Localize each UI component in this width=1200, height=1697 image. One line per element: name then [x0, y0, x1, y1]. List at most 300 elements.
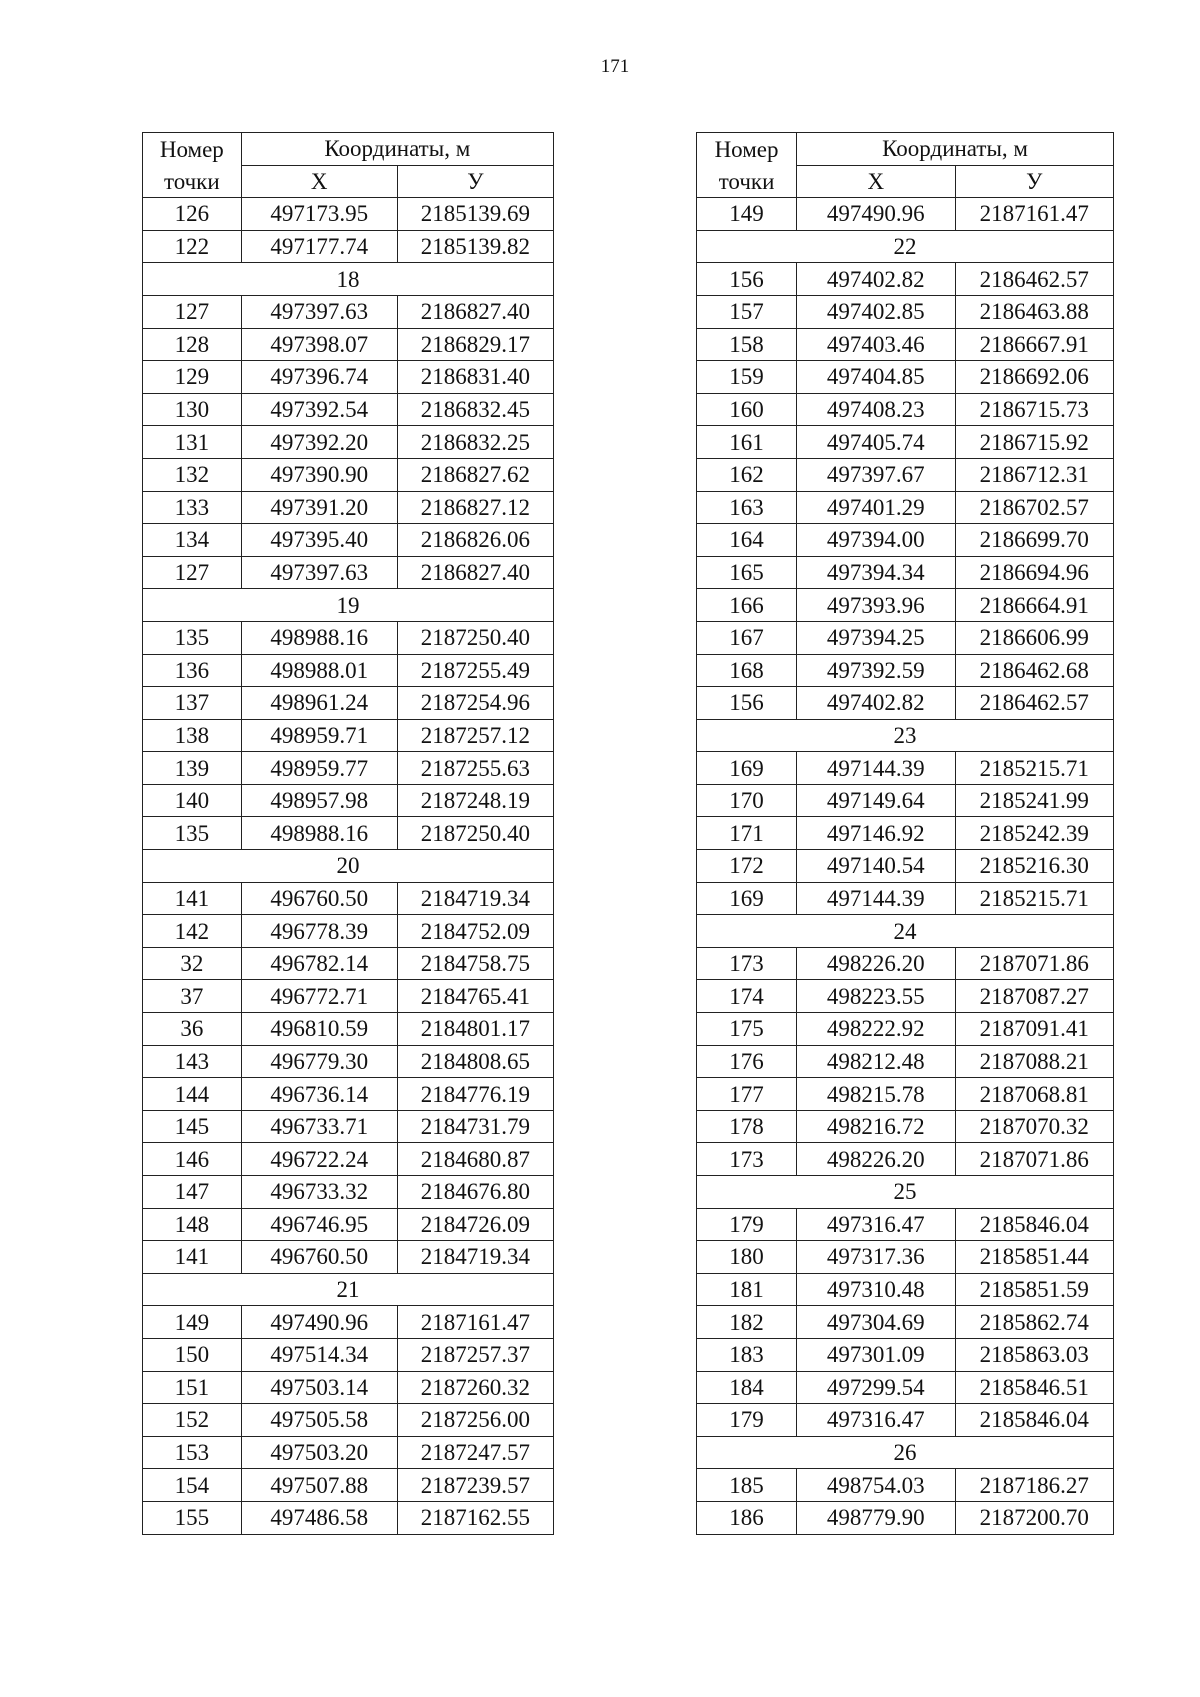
- group-row: [697, 1176, 1114, 1209]
- y-coordinate-cell: 2187071.86: [955, 1143, 1113, 1176]
- table-row: [697, 1110, 1114, 1143]
- table-row: [143, 524, 554, 557]
- table-row: [697, 817, 1114, 850]
- y-coordinate-cell: 2186832.45: [397, 393, 553, 426]
- point-number-cell: 168: [697, 654, 797, 687]
- point-number-cell: 146: [143, 1143, 242, 1176]
- x-coordinate-cell: 496772.71: [241, 980, 397, 1013]
- table-row: [143, 1371, 554, 1404]
- group-label: 20: [143, 850, 554, 883]
- y-coordinate-cell: 2186699.70: [955, 524, 1113, 557]
- y-coordinate-cell: 2185851.59: [955, 1273, 1113, 1306]
- x-coordinate-cell: 498226.20: [797, 947, 955, 980]
- table-row: [143, 1078, 554, 1111]
- x-coordinate-cell: 498961.24: [241, 687, 397, 720]
- point-number-cell: 172: [697, 850, 797, 883]
- group-row: [143, 1273, 554, 1306]
- x-coordinate-cell: 496760.50: [241, 882, 397, 915]
- y-coordinate-cell: 2186827.40: [397, 556, 553, 589]
- table-row: [143, 393, 554, 426]
- x-coordinate-cell: 497486.58: [241, 1501, 397, 1534]
- table-row: [697, 687, 1114, 720]
- x-coordinate-cell: 498779.90: [797, 1501, 955, 1534]
- y-coordinate-cell: 2186715.73: [955, 393, 1113, 426]
- group-label: 19: [143, 589, 554, 622]
- y-coordinate-cell: 2186829.17: [397, 328, 553, 361]
- x-coordinate-cell: 497503.14: [241, 1371, 397, 1404]
- table-row: [697, 1045, 1114, 1078]
- table-row: [143, 1306, 554, 1339]
- point-number-header-line2: точки: [143, 165, 242, 198]
- x-coordinate-cell: 498226.20: [797, 1143, 955, 1176]
- y-coordinate-cell: 2185216.30: [955, 850, 1113, 883]
- point-number-cell: 173: [697, 1143, 797, 1176]
- x-coordinate-cell: 498988.01: [241, 654, 397, 687]
- y-coordinate-cell: 2186667.91: [955, 328, 1113, 361]
- table-row: [697, 426, 1114, 459]
- y-coordinate-cell: 2184719.34: [397, 882, 553, 915]
- y-coordinate-cell: 2184719.34: [397, 1241, 553, 1274]
- table-row: [697, 328, 1114, 361]
- x-column-header: X: [241, 165, 397, 198]
- y-coordinate-cell: 2187186.27: [955, 1469, 1113, 1502]
- coordinates-header: Координаты, м: [241, 133, 553, 166]
- point-number-cell: 154: [143, 1469, 242, 1502]
- table-row: [697, 1404, 1114, 1437]
- y-coordinate-cell: 2186694.96: [955, 556, 1113, 589]
- coordinates-table-left: [142, 132, 554, 1535]
- point-number-cell: 149: [697, 198, 797, 231]
- group-label: 24: [697, 915, 1114, 948]
- table-row: [143, 915, 554, 948]
- point-number-cell: 158: [697, 328, 797, 361]
- table-row: [697, 589, 1114, 622]
- point-number-cell: 184: [697, 1371, 797, 1404]
- y-coordinate-cell: 2185242.39: [955, 817, 1113, 850]
- table-row: [697, 1306, 1114, 1339]
- group-row: [697, 230, 1114, 263]
- x-coordinate-cell: 497299.54: [797, 1371, 955, 1404]
- x-coordinate-cell: 497316.47: [797, 1404, 955, 1437]
- point-number-cell: 151: [143, 1371, 242, 1404]
- y-coordinate-cell: 2187254.96: [397, 687, 553, 720]
- y-coordinate-cell: 2187250.40: [397, 817, 553, 850]
- point-number-cell: 178: [697, 1110, 797, 1143]
- x-coordinate-cell: 497392.54: [241, 393, 397, 426]
- x-coordinate-cell: 497393.96: [797, 589, 955, 622]
- y-coordinate-cell: 2186692.06: [955, 361, 1113, 394]
- table-row: [143, 1338, 554, 1371]
- table-body-left: [143, 198, 554, 1534]
- x-coordinate-cell: 497490.96: [241, 1306, 397, 1339]
- y-coordinate-cell: 2187260.32: [397, 1371, 553, 1404]
- table-row: [697, 850, 1114, 883]
- table-row: [143, 1013, 554, 1046]
- y-coordinate-cell: 2184726.09: [397, 1208, 553, 1241]
- point-number-cell: 156: [697, 687, 797, 720]
- x-coordinate-cell: 497408.23: [797, 393, 955, 426]
- x-coordinate-cell: 496782.14: [241, 947, 397, 980]
- table-row: [143, 654, 554, 687]
- point-number-cell: 136: [143, 654, 242, 687]
- point-number-cell: 143: [143, 1045, 242, 1078]
- point-number-cell: 174: [697, 980, 797, 1013]
- point-number-cell: 179: [697, 1404, 797, 1437]
- x-coordinate-cell: 497507.88: [241, 1469, 397, 1502]
- point-number-cell: 166: [697, 589, 797, 622]
- y-coordinate-cell: 2187255.49: [397, 654, 553, 687]
- y-coordinate-cell: 2184676.80: [397, 1176, 553, 1209]
- group-row: [143, 850, 554, 883]
- table-row: [143, 752, 554, 785]
- y-coordinate-cell: 2187071.86: [955, 947, 1113, 980]
- table-row: [143, 980, 554, 1013]
- table-row: [143, 621, 554, 654]
- table-row: [143, 687, 554, 720]
- point-number-cell: 165: [697, 556, 797, 589]
- y-coordinate-cell: 2185215.71: [955, 752, 1113, 785]
- point-number-cell: 127: [143, 556, 242, 589]
- point-number-cell: 185: [697, 1469, 797, 1502]
- point-number-cell: 186: [697, 1501, 797, 1534]
- x-coordinate-cell: 497401.29: [797, 491, 955, 524]
- x-coordinate-cell: 497392.59: [797, 654, 955, 687]
- point-number-cell: 135: [143, 621, 242, 654]
- point-number-cell: 126: [143, 198, 242, 231]
- table-row: [143, 1045, 554, 1078]
- point-number-cell: 160: [697, 393, 797, 426]
- y-coordinate-cell: 2184758.75: [397, 947, 553, 980]
- x-coordinate-cell: 497503.20: [241, 1436, 397, 1469]
- x-coordinate-cell: 497146.92: [797, 817, 955, 850]
- group-row: [697, 915, 1114, 948]
- table-row: [697, 295, 1114, 328]
- x-coordinate-cell: 496722.24: [241, 1143, 397, 1176]
- x-coordinate-cell: 497140.54: [797, 850, 955, 883]
- group-row: [697, 1436, 1114, 1469]
- table-row: [143, 491, 554, 524]
- point-number-cell: 176: [697, 1045, 797, 1078]
- point-number-cell: 127: [143, 295, 242, 328]
- x-coordinate-cell: 496810.59: [241, 1013, 397, 1046]
- table-row: [143, 947, 554, 980]
- point-number-header-line1: Номер: [143, 133, 242, 166]
- y-coordinate-cell: 2185241.99: [955, 784, 1113, 817]
- y-column-header: У: [955, 165, 1113, 198]
- point-number-cell: 175: [697, 1013, 797, 1046]
- point-number-cell: 141: [143, 882, 242, 915]
- table-row: [143, 328, 554, 361]
- point-number-cell: 150: [143, 1338, 242, 1371]
- y-coordinate-cell: 2185846.51: [955, 1371, 1113, 1404]
- point-number-cell: 163: [697, 491, 797, 524]
- x-coordinate-cell: 498215.78: [797, 1078, 955, 1111]
- y-coordinate-cell: 2184765.41: [397, 980, 553, 1013]
- point-number-cell: 180: [697, 1241, 797, 1274]
- point-number-cell: 162: [697, 458, 797, 491]
- x-coordinate-cell: 497514.34: [241, 1338, 397, 1371]
- point-number-cell: 138: [143, 719, 242, 752]
- y-coordinate-cell: 2187161.47: [397, 1306, 553, 1339]
- x-coordinate-cell: 497490.96: [797, 198, 955, 231]
- table-row: [697, 1273, 1114, 1306]
- table-row: [697, 1208, 1114, 1241]
- group-label: 21: [143, 1273, 554, 1306]
- point-number-cell: 155: [143, 1501, 242, 1534]
- table-row: [697, 1469, 1114, 1502]
- page-number: 171: [600, 56, 630, 77]
- x-coordinate-cell: 497402.82: [797, 687, 955, 720]
- point-number-cell: 129: [143, 361, 242, 394]
- table-row: [697, 198, 1114, 231]
- y-coordinate-cell: 2186715.92: [955, 426, 1113, 459]
- coordinates-header: Координаты, м: [797, 133, 1114, 166]
- x-column-header: X: [797, 165, 955, 198]
- x-coordinate-cell: 498959.71: [241, 719, 397, 752]
- y-coordinate-cell: 2186832.25: [397, 426, 553, 459]
- table-row: [697, 784, 1114, 817]
- table-row: [143, 1176, 554, 1209]
- table-row: [697, 1241, 1114, 1274]
- x-coordinate-cell: 498988.16: [241, 621, 397, 654]
- x-coordinate-cell: 497404.85: [797, 361, 955, 394]
- table-row: [697, 1501, 1114, 1534]
- y-coordinate-cell: 2185846.04: [955, 1404, 1113, 1437]
- table-row: [697, 1013, 1114, 1046]
- table-row: [143, 230, 554, 263]
- point-number-cell: 173: [697, 947, 797, 980]
- x-coordinate-cell: 497304.69: [797, 1306, 955, 1339]
- table-row: [143, 1469, 554, 1502]
- table-row: [143, 1208, 554, 1241]
- y-coordinate-cell: 2187087.27: [955, 980, 1113, 1013]
- y-coordinate-cell: 2185846.04: [955, 1208, 1113, 1241]
- y-coordinate-cell: 2186827.62: [397, 458, 553, 491]
- point-number-cell: 130: [143, 393, 242, 426]
- table-row: [697, 980, 1114, 1013]
- x-coordinate-cell: 497403.46: [797, 328, 955, 361]
- table-row: [143, 1110, 554, 1143]
- y-coordinate-cell: 2187248.19: [397, 784, 553, 817]
- point-number-cell: 134: [143, 524, 242, 557]
- point-number-cell: 141: [143, 1241, 242, 1274]
- x-coordinate-cell: 496746.95: [241, 1208, 397, 1241]
- y-coordinate-cell: 2185863.03: [955, 1338, 1113, 1371]
- point-number-cell: 179: [697, 1208, 797, 1241]
- table-row: [697, 556, 1114, 589]
- y-coordinate-cell: 2186606.99: [955, 621, 1113, 654]
- header-row-top: [697, 133, 1114, 166]
- y-coordinate-cell: 2187091.41: [955, 1013, 1113, 1046]
- y-coordinate-cell: 2186712.31: [955, 458, 1113, 491]
- group-label: 22: [697, 230, 1114, 263]
- point-number-cell: 128: [143, 328, 242, 361]
- x-coordinate-cell: 498959.77: [241, 752, 397, 785]
- x-coordinate-cell: 497173.95: [241, 198, 397, 231]
- y-coordinate-cell: 2187239.57: [397, 1469, 553, 1502]
- header-row-bottom: [697, 165, 1114, 198]
- table-row: [697, 1078, 1114, 1111]
- y-coordinate-cell: 2187247.57: [397, 1436, 553, 1469]
- point-number-cell: 144: [143, 1078, 242, 1111]
- x-coordinate-cell: 497396.74: [241, 361, 397, 394]
- table-row: [143, 882, 554, 915]
- y-coordinate-cell: 2187257.12: [397, 719, 553, 752]
- point-number-header-line1: Номер: [697, 133, 797, 166]
- y-column-header: У: [397, 165, 553, 198]
- x-coordinate-cell: 497301.09: [797, 1338, 955, 1371]
- y-coordinate-cell: 2186826.06: [397, 524, 553, 557]
- y-coordinate-cell: 2187070.32: [955, 1110, 1113, 1143]
- table-row: [143, 556, 554, 589]
- x-coordinate-cell: 496760.50: [241, 1241, 397, 1274]
- point-number-cell: 140: [143, 784, 242, 817]
- y-coordinate-cell: 2187250.40: [397, 621, 553, 654]
- y-coordinate-cell: 2184680.87: [397, 1143, 553, 1176]
- x-coordinate-cell: 497316.47: [797, 1208, 955, 1241]
- coordinates-table-right: [696, 132, 1114, 1535]
- table-row: [697, 1338, 1114, 1371]
- x-coordinate-cell: 497505.58: [241, 1404, 397, 1437]
- point-number-cell: 147: [143, 1176, 242, 1209]
- point-number-cell: 37: [143, 980, 242, 1013]
- point-number-cell: 157: [697, 295, 797, 328]
- x-coordinate-cell: 498212.48: [797, 1045, 955, 1078]
- point-number-cell: 135: [143, 817, 242, 850]
- y-coordinate-cell: 2185139.82: [397, 230, 553, 263]
- y-coordinate-cell: 2187255.63: [397, 752, 553, 785]
- table-row: [143, 1143, 554, 1176]
- x-coordinate-cell: 497390.90: [241, 458, 397, 491]
- point-number-cell: 181: [697, 1273, 797, 1306]
- x-coordinate-cell: 497397.67: [797, 458, 955, 491]
- point-number-cell: 122: [143, 230, 242, 263]
- header-row-bottom: [143, 165, 554, 198]
- table-row: [143, 458, 554, 491]
- y-coordinate-cell: 2186462.57: [955, 263, 1113, 296]
- point-number-cell: 164: [697, 524, 797, 557]
- x-coordinate-cell: 497405.74: [797, 426, 955, 459]
- x-coordinate-cell: 498957.98: [241, 784, 397, 817]
- header-row-top: [143, 133, 554, 166]
- x-coordinate-cell: 497397.63: [241, 295, 397, 328]
- point-number-cell: 32: [143, 947, 242, 980]
- group-row: [143, 263, 554, 296]
- y-coordinate-cell: 2186831.40: [397, 361, 553, 394]
- x-coordinate-cell: 497310.48: [797, 1273, 955, 1306]
- table-row: [143, 1404, 554, 1437]
- x-coordinate-cell: 497144.39: [797, 882, 955, 915]
- y-coordinate-cell: 2186827.40: [397, 295, 553, 328]
- y-coordinate-cell: 2185862.74: [955, 1306, 1113, 1339]
- table-row: [143, 1436, 554, 1469]
- group-label: 18: [143, 263, 554, 296]
- table-row: [697, 361, 1114, 394]
- table-row: [143, 817, 554, 850]
- point-number-cell: 131: [143, 426, 242, 459]
- table-row: [697, 491, 1114, 524]
- y-coordinate-cell: 2186462.68: [955, 654, 1113, 687]
- y-coordinate-cell: 2187256.00: [397, 1404, 553, 1437]
- table-row: [697, 393, 1114, 426]
- table-row: [697, 263, 1114, 296]
- y-coordinate-cell: 2185215.71: [955, 882, 1113, 915]
- point-number-cell: 145: [143, 1110, 242, 1143]
- point-number-cell: 148: [143, 1208, 242, 1241]
- x-coordinate-cell: 497394.34: [797, 556, 955, 589]
- table-row: [697, 1143, 1114, 1176]
- y-coordinate-cell: 2184776.19: [397, 1078, 553, 1111]
- point-number-cell: 142: [143, 915, 242, 948]
- table-row: [697, 1371, 1114, 1404]
- y-coordinate-cell: 2184808.65: [397, 1045, 553, 1078]
- table-row: [697, 654, 1114, 687]
- x-coordinate-cell: 498988.16: [241, 817, 397, 850]
- x-coordinate-cell: 497394.25: [797, 621, 955, 654]
- point-number-header-line2: точки: [697, 165, 797, 198]
- table-row: [697, 752, 1114, 785]
- y-coordinate-cell: 2186463.88: [955, 295, 1113, 328]
- x-coordinate-cell: 497392.20: [241, 426, 397, 459]
- table-row: [143, 198, 554, 231]
- x-coordinate-cell: 497391.20: [241, 491, 397, 524]
- point-number-cell: 149: [143, 1306, 242, 1339]
- x-coordinate-cell: 498223.55: [797, 980, 955, 1013]
- y-coordinate-cell: 2186827.12: [397, 491, 553, 524]
- group-row: [143, 589, 554, 622]
- point-number-cell: 137: [143, 687, 242, 720]
- point-number-cell: 36: [143, 1013, 242, 1046]
- point-number-cell: 177: [697, 1078, 797, 1111]
- table-row: [697, 947, 1114, 980]
- point-number-cell: 170: [697, 784, 797, 817]
- x-coordinate-cell: 497402.82: [797, 263, 955, 296]
- y-coordinate-cell: 2187068.81: [955, 1078, 1113, 1111]
- x-coordinate-cell: 497317.36: [797, 1241, 955, 1274]
- table-row: [143, 1241, 554, 1274]
- x-coordinate-cell: 497149.64: [797, 784, 955, 817]
- x-coordinate-cell: 497402.85: [797, 295, 955, 328]
- y-coordinate-cell: 2187257.37: [397, 1338, 553, 1371]
- x-coordinate-cell: 498222.92: [797, 1013, 955, 1046]
- x-coordinate-cell: 496733.32: [241, 1176, 397, 1209]
- x-coordinate-cell: 497144.39: [797, 752, 955, 785]
- x-coordinate-cell: 497394.00: [797, 524, 955, 557]
- point-number-cell: 139: [143, 752, 242, 785]
- point-number-cell: 152: [143, 1404, 242, 1437]
- table-row: [697, 524, 1114, 557]
- y-coordinate-cell: 2187200.70: [955, 1501, 1113, 1534]
- x-coordinate-cell: 497398.07: [241, 328, 397, 361]
- y-coordinate-cell: 2186702.57: [955, 491, 1113, 524]
- x-coordinate-cell: 496778.39: [241, 915, 397, 948]
- y-coordinate-cell: 2187088.21: [955, 1045, 1113, 1078]
- y-coordinate-cell: 2185139.69: [397, 198, 553, 231]
- x-coordinate-cell: 496733.71: [241, 1110, 397, 1143]
- x-coordinate-cell: 497395.40: [241, 524, 397, 557]
- group-label: 25: [697, 1176, 1114, 1209]
- point-number-cell: 132: [143, 458, 242, 491]
- y-coordinate-cell: 2184801.17: [397, 1013, 553, 1046]
- point-number-cell: 161: [697, 426, 797, 459]
- y-coordinate-cell: 2184731.79: [397, 1110, 553, 1143]
- table-row: [143, 426, 554, 459]
- table-row: [143, 719, 554, 752]
- x-coordinate-cell: 498216.72: [797, 1110, 955, 1143]
- point-number-cell: 171: [697, 817, 797, 850]
- point-number-cell: 156: [697, 263, 797, 296]
- y-coordinate-cell: 2185851.44: [955, 1241, 1113, 1274]
